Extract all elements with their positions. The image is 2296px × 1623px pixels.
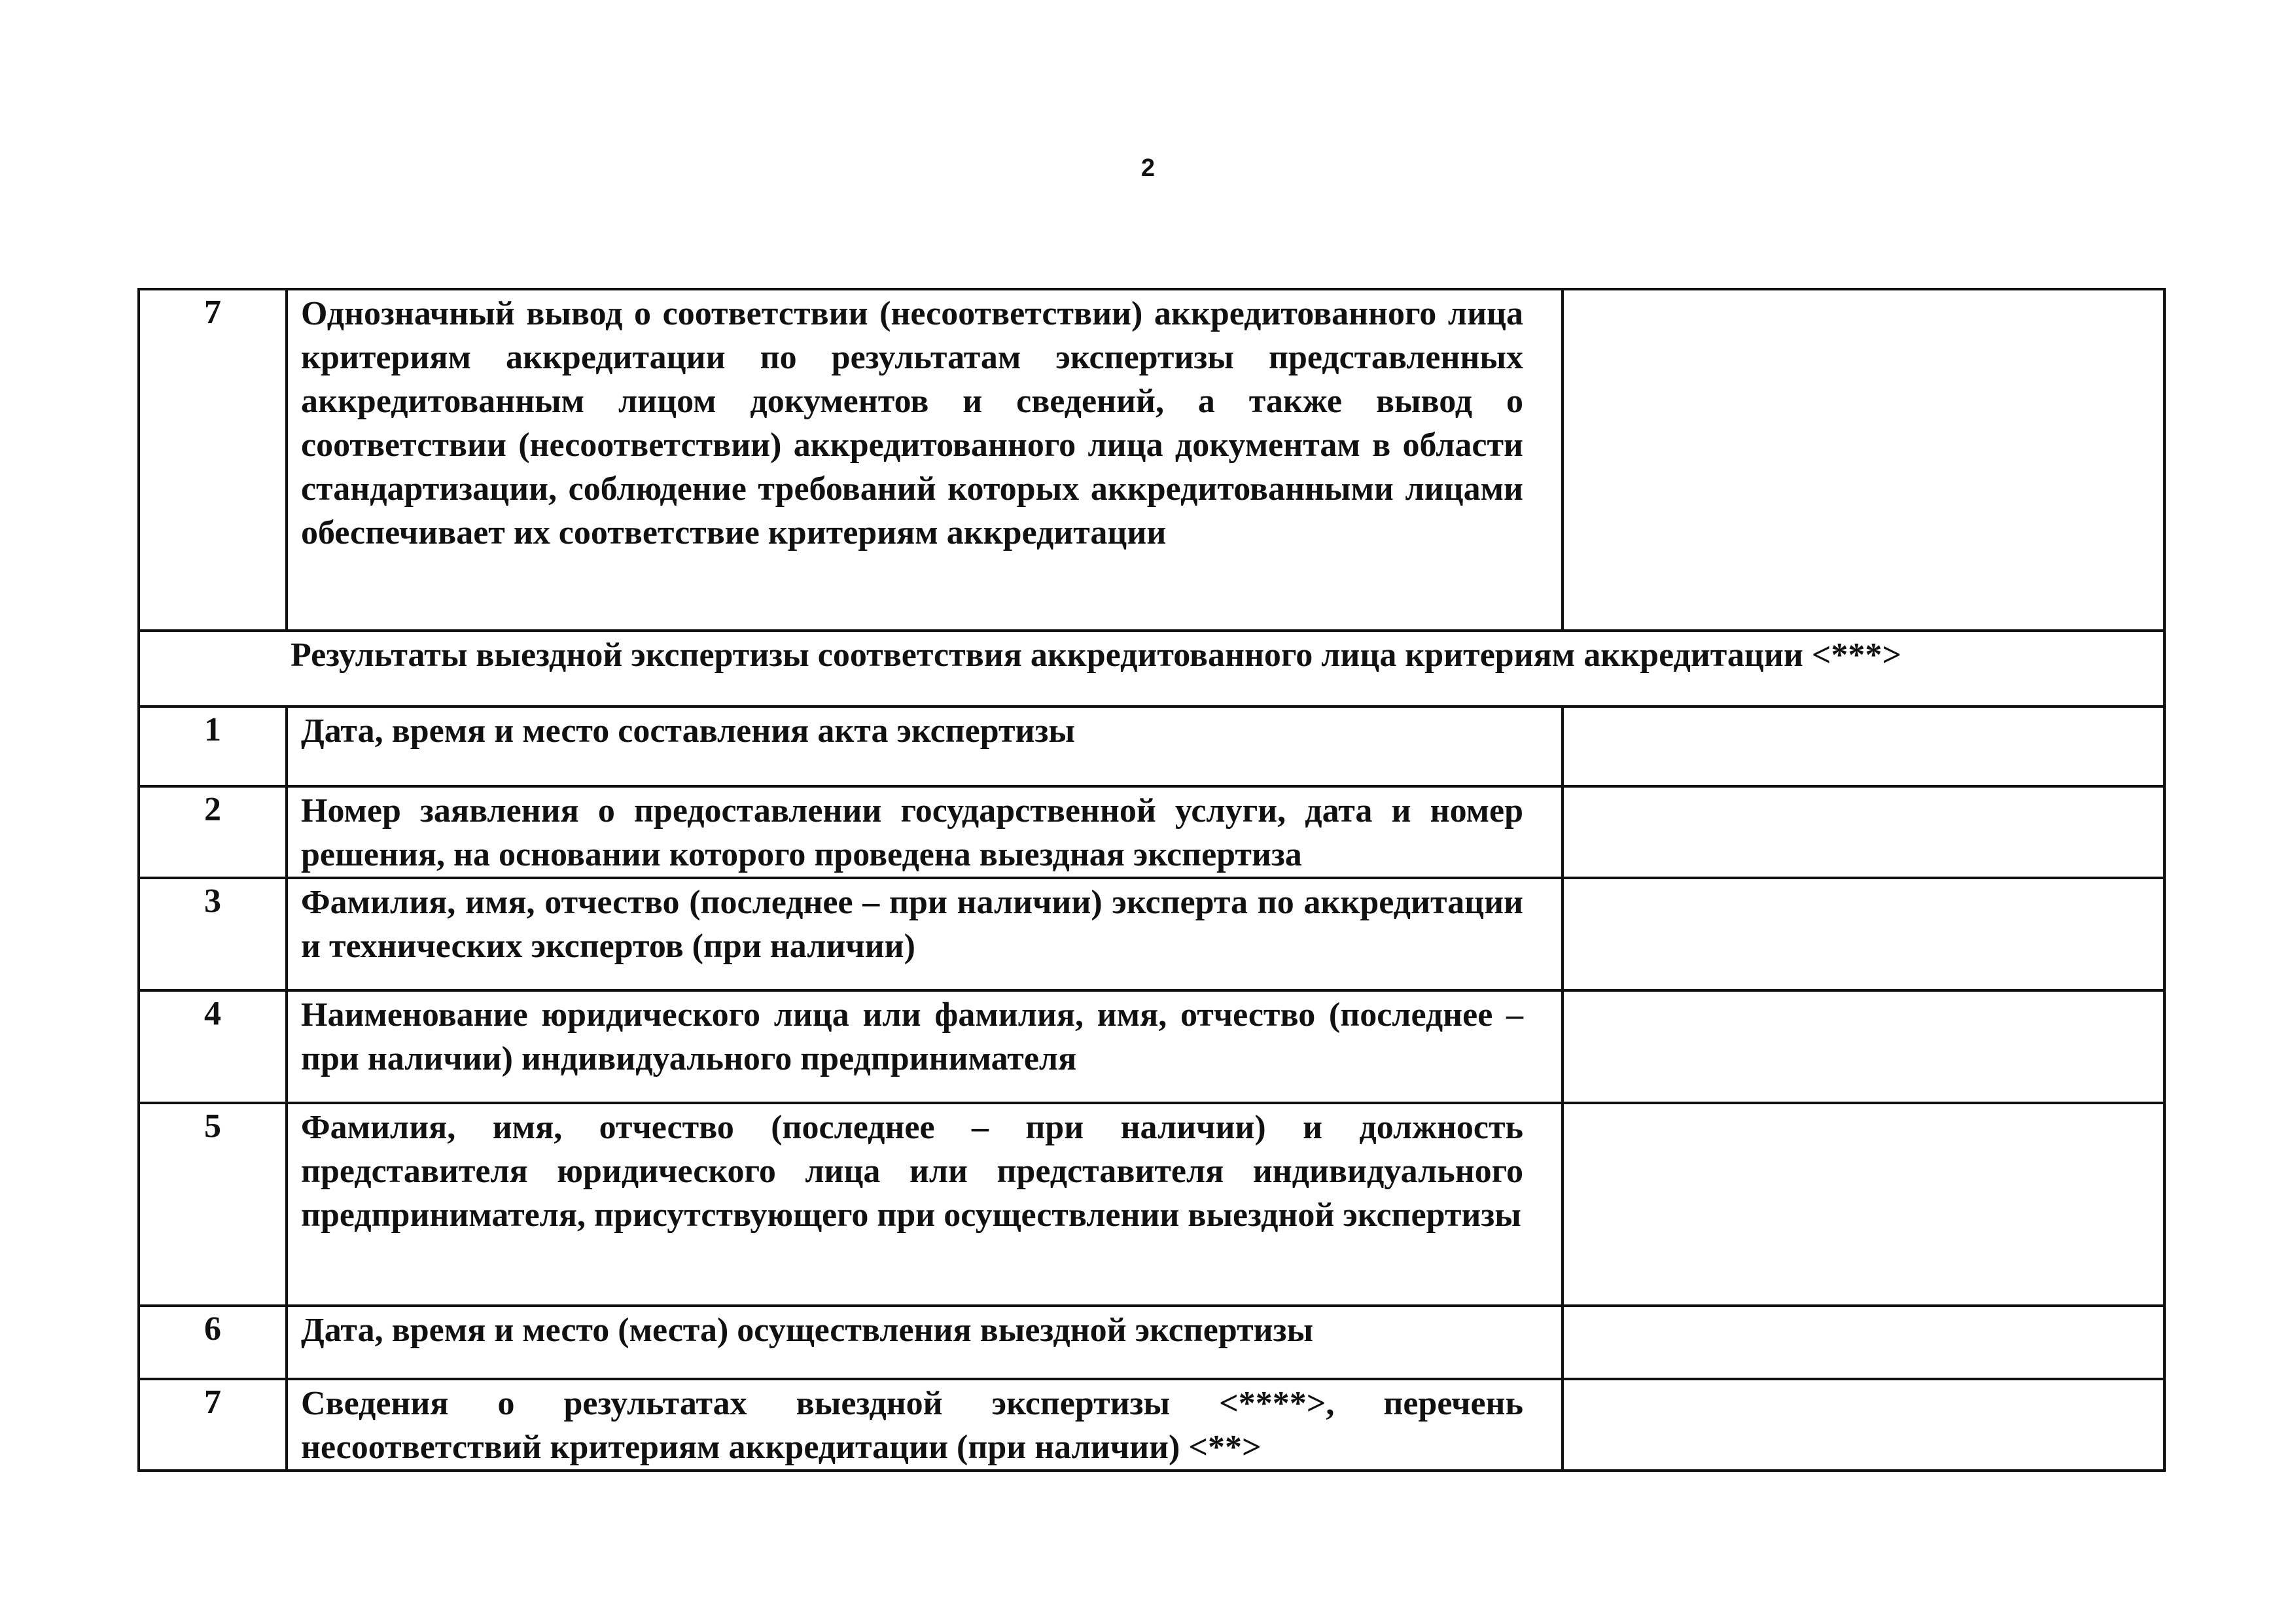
row-value — [1563, 878, 2164, 990]
row-value — [1563, 990, 2164, 1103]
row-value — [1563, 1103, 2164, 1306]
row-number: 6 — [139, 1306, 287, 1379]
row-number: 5 — [139, 1103, 287, 1306]
row-number: 7 — [139, 289, 287, 631]
row-value — [1563, 1306, 2164, 1379]
table-row — [139, 1103, 2164, 1306]
table-row — [139, 990, 2164, 1103]
row-text: Дата, время и место (места) осуществления выездной экспертизы — [287, 1306, 1563, 1379]
table-row — [139, 289, 2164, 631]
row-number: 7 — [139, 1379, 287, 1471]
expertise-act-table — [137, 288, 2166, 1472]
table-row — [139, 707, 2164, 786]
table-row — [139, 1379, 2164, 1471]
row-number: 4 — [139, 990, 287, 1103]
row-text: Номер заявления о предоставлении государственной услуги, дата и номер решения, на основании которого проведена выездная экспертиза — [287, 786, 1563, 878]
row-value — [1563, 707, 2164, 786]
row-text: Фамилия, имя, отчество (последнее – при наличии) и должность представителя юридического лица или представителя индивидуального предпринимателя, присутствующего при осуществлении выездной экспертизы — [287, 1103, 1563, 1306]
table-row — [139, 786, 2164, 878]
row-text: Сведения о результатах выездной экспертизы <****>, перечень несоответствий критериям аккредитации (при наличии) <**> — [287, 1379, 1563, 1471]
row-value — [1563, 1379, 2164, 1471]
row-number: 2 — [139, 786, 287, 878]
row-value — [1563, 786, 2164, 878]
row-number: 1 — [139, 707, 287, 786]
row-number: 3 — [139, 878, 287, 990]
row-text: Дата, время и место составления акта экспертизы — [287, 707, 1563, 786]
section-header-row — [139, 631, 2164, 707]
row-text: Однозначный вывод о соответствии (несоответствии) аккредитованного лица критериям аккредитации по результатам экспертизы представленных аккредитованным лицом документов и сведений, а также вывод о соответствии (несоответствии) аккредитованного лица документам в области стандартизации, соблюдение требований которых аккредитованными лицами обеспечивает их соответствие критериям аккредитации — [287, 289, 1563, 631]
table-row — [139, 1306, 2164, 1379]
table-row — [139, 878, 2164, 990]
page-number: 2 — [1140, 154, 1156, 182]
row-value — [1563, 289, 2164, 631]
row-text: Наименование юридического лица или фамилия, имя, отчество (последнее – при наличии) индивидуального предпринимателя — [287, 990, 1563, 1103]
row-text: Фамилия, имя, отчество (последнее – при наличии) эксперта по аккредитации и технических экспертов (при наличии) — [287, 878, 1563, 990]
section-header: Результаты выездной экспертизы соответствия аккредитованного лица критериям аккредитации <***> — [139, 631, 2164, 707]
